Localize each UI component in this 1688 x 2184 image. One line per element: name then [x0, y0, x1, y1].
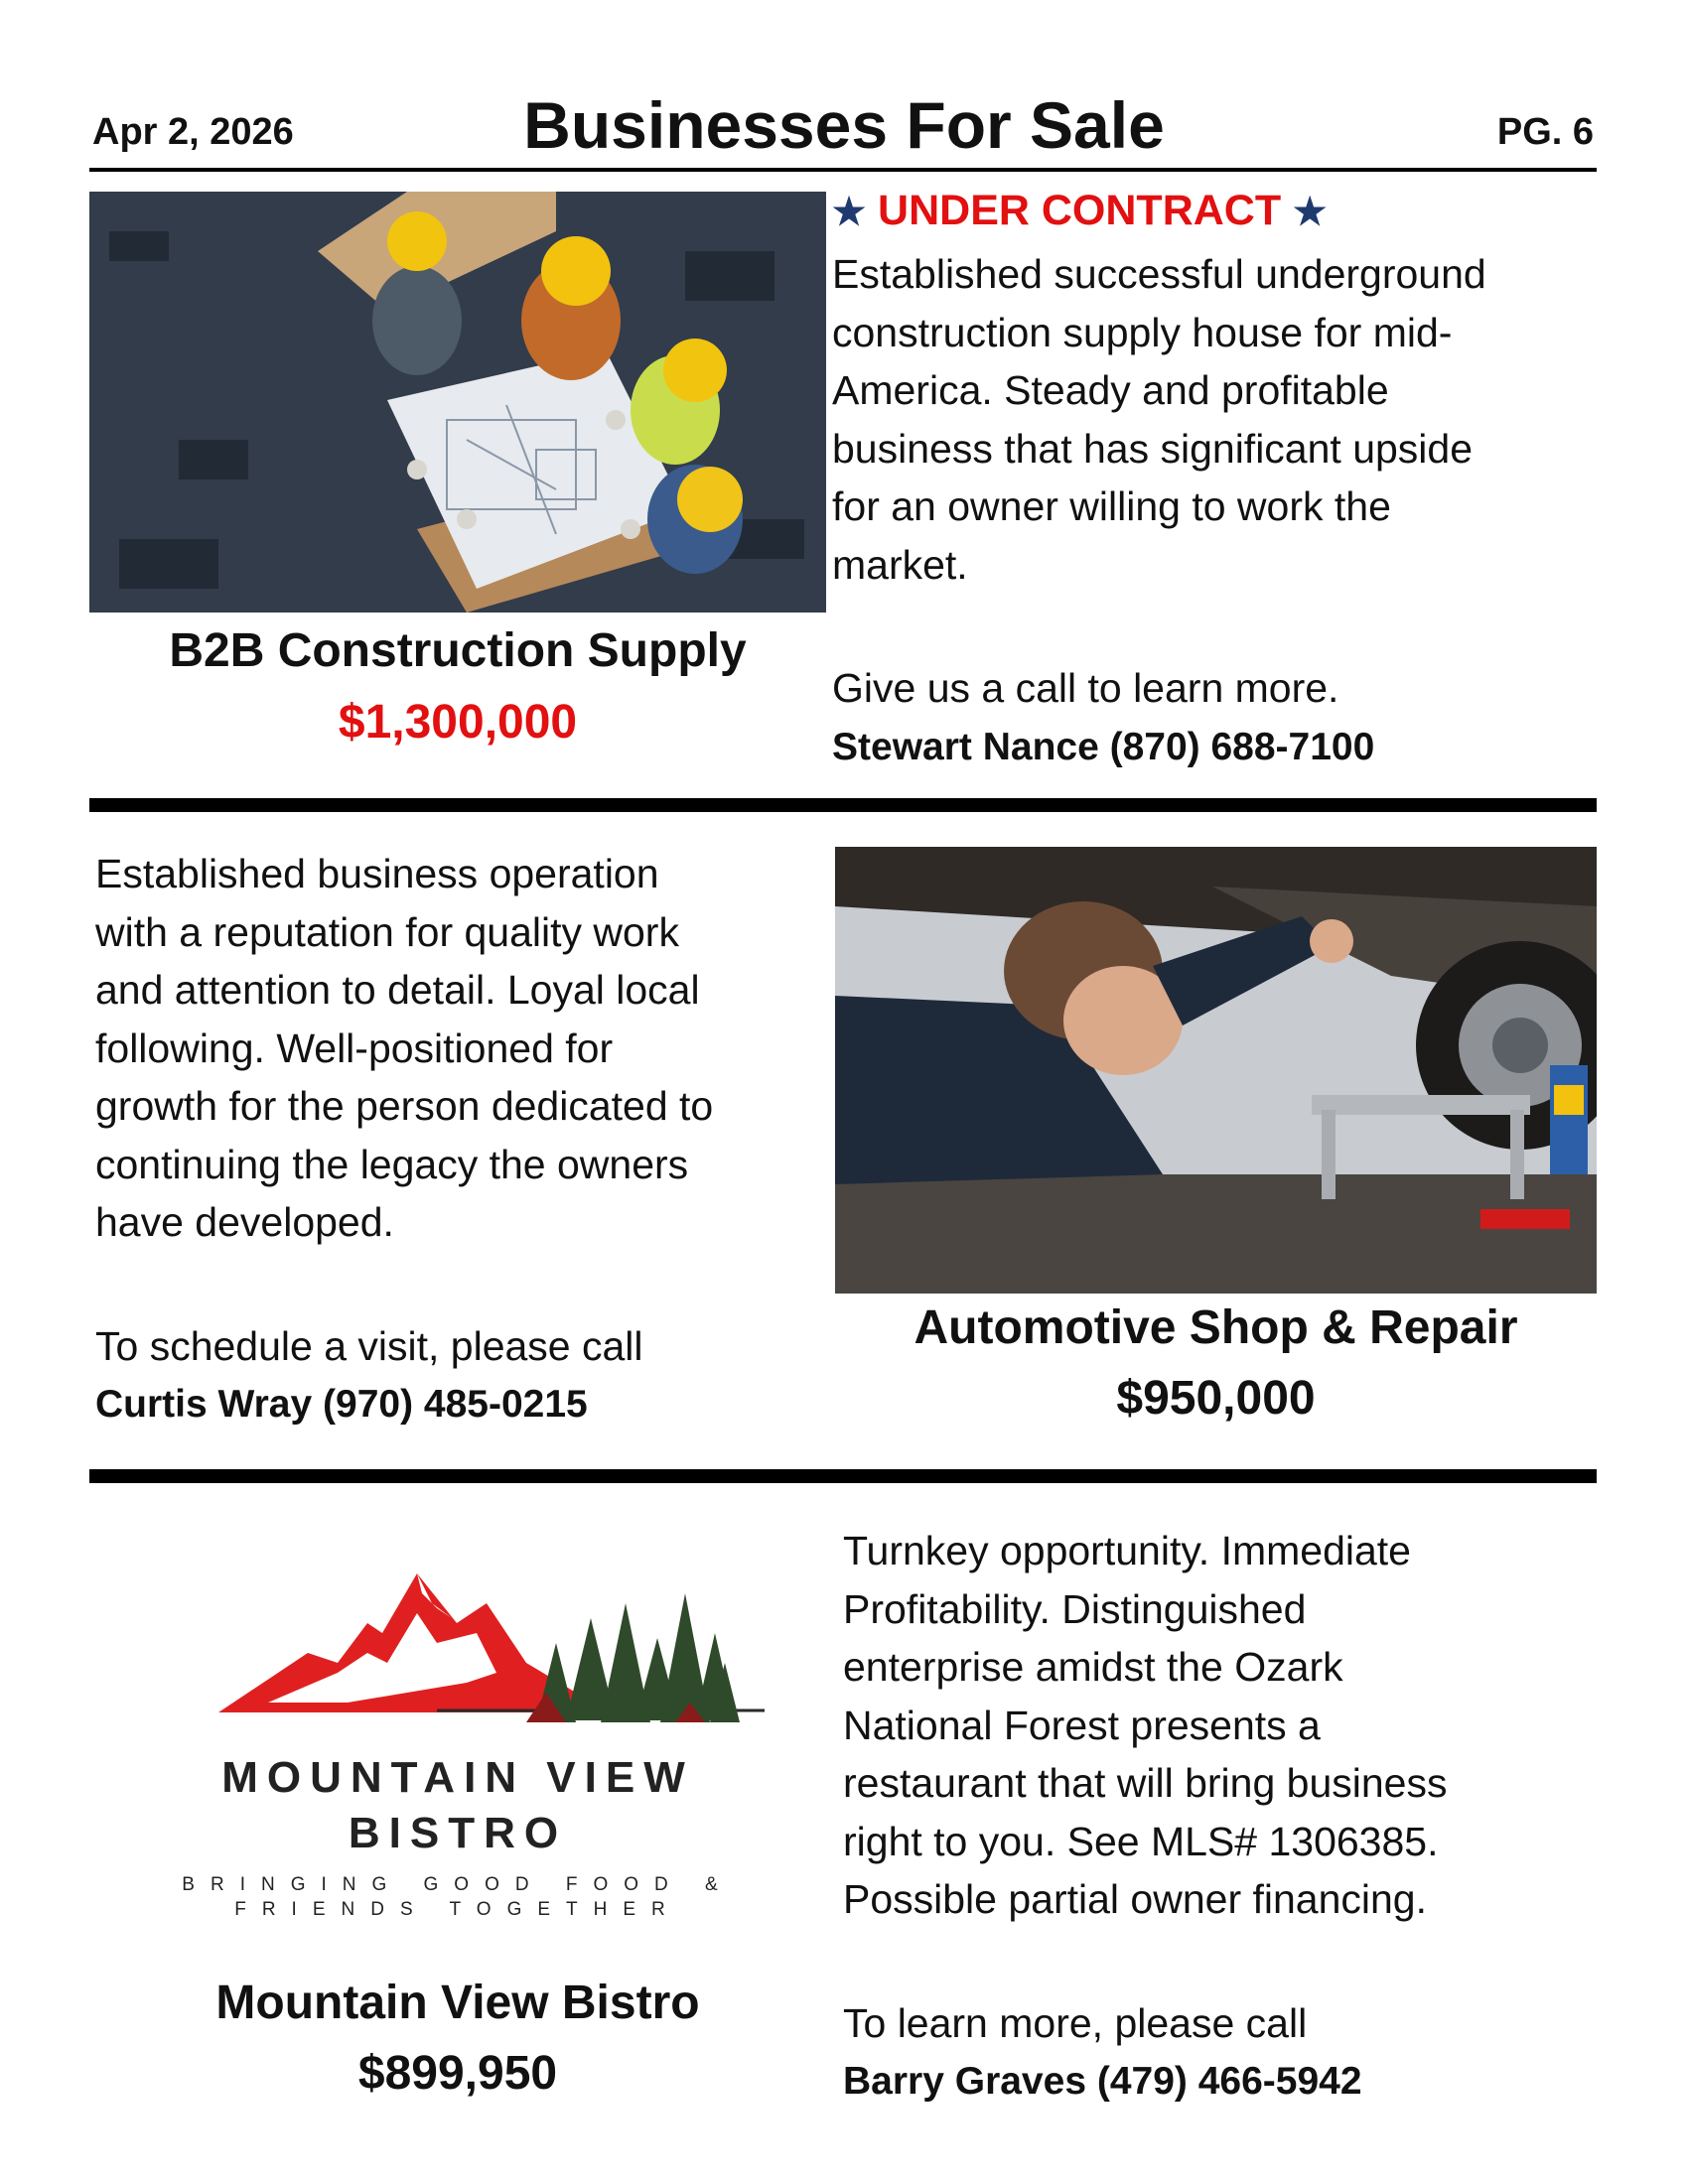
status-badge — [832, 187, 1327, 235]
page-title: Businesses For Sale — [523, 88, 1165, 162]
section-divider — [89, 1469, 1597, 1483]
status-label: UNDER CONTRACT — [878, 187, 1282, 234]
listing-name: Mountain View Bistro — [215, 1977, 700, 2029]
description-line: have developed. — [95, 1199, 394, 1245]
description-line: Turnkey opportunity. Immediate — [843, 1528, 1411, 1573]
description-line: Possible partial owner financing. — [843, 1876, 1427, 1922]
description-line: following. Well-positioned for — [95, 1024, 614, 1071]
logo-line-1: MOUNTAIN VIEW — [221, 1753, 694, 1802]
logo-tagline-2: FRIENDS TOGETHER — [234, 1899, 681, 1920]
listing-name: Automotive Shop & Repair — [914, 1301, 1518, 1354]
description-line: for an owner willing to work the — [832, 483, 1391, 529]
section-divider — [89, 798, 1597, 812]
description-line: continuing the legacy the owners — [95, 1141, 689, 1187]
description-line: restaurant that will bring business — [843, 1760, 1448, 1806]
star-icon: ★ — [1293, 192, 1328, 233]
contact-name: Curtis Wray (970) 485-0215 — [95, 1383, 588, 1426]
listing-price: $1,300,000 — [338, 696, 578, 749]
contact-lead: Give us a call to learn more. — [832, 665, 1339, 711]
listing-description — [832, 245, 1486, 594]
description-line: growth for the person dedicated to — [95, 1083, 714, 1129]
contact-lead: To schedule a visit, please call — [95, 1323, 643, 1369]
listing-price: $950,000 — [1116, 1372, 1316, 1425]
description-line: Profitability. Distinguished — [843, 1585, 1307, 1632]
listing-price: $899,950 — [357, 2047, 558, 2100]
description-line: National Forest presents a — [843, 1702, 1321, 1748]
logo-line-2: BISTRO — [348, 1809, 568, 1857]
description-line: and attention to detail. Loyal local — [95, 967, 700, 1013]
construction-photo — [89, 192, 826, 613]
description-line: Established business operation — [95, 851, 659, 896]
page-number: PG. 6 — [1496, 111, 1594, 153]
contact-name: Barry Graves (479) 466-5942 — [843, 2060, 1362, 2103]
description-line: with a reputation for quality work — [95, 908, 679, 955]
contact-lead: To learn more, please call — [843, 2000, 1308, 2046]
description-line: business that has significant upside — [832, 425, 1474, 472]
listing-name: B2B Construction Supply — [169, 624, 747, 677]
description-line: Established successful underground — [832, 251, 1486, 297]
listing-description — [95, 845, 713, 1252]
header-divider — [89, 168, 1597, 172]
mechanic-photo — [835, 847, 1597, 1294]
listing-description — [843, 1522, 1447, 1929]
mountain-trees-icon — [209, 1564, 774, 1747]
description-line: market. — [832, 541, 968, 588]
contact-name: Stewart Nance (870) 688-7100 — [832, 726, 1375, 768]
logo-tagline-1: BRINGING GOOD FOOD & — [182, 1874, 734, 1895]
description-line: enterprise amidst the Ozark — [843, 1644, 1343, 1690]
description-line: America. Steady and profitable — [832, 367, 1389, 413]
star-icon: ★ — [832, 192, 867, 233]
description-line: construction supply house for mid- — [832, 309, 1453, 355]
issue-date: Apr 2, 2026 — [92, 111, 294, 153]
description-line: right to you. See MLS# 1306385. — [843, 1818, 1439, 1864]
